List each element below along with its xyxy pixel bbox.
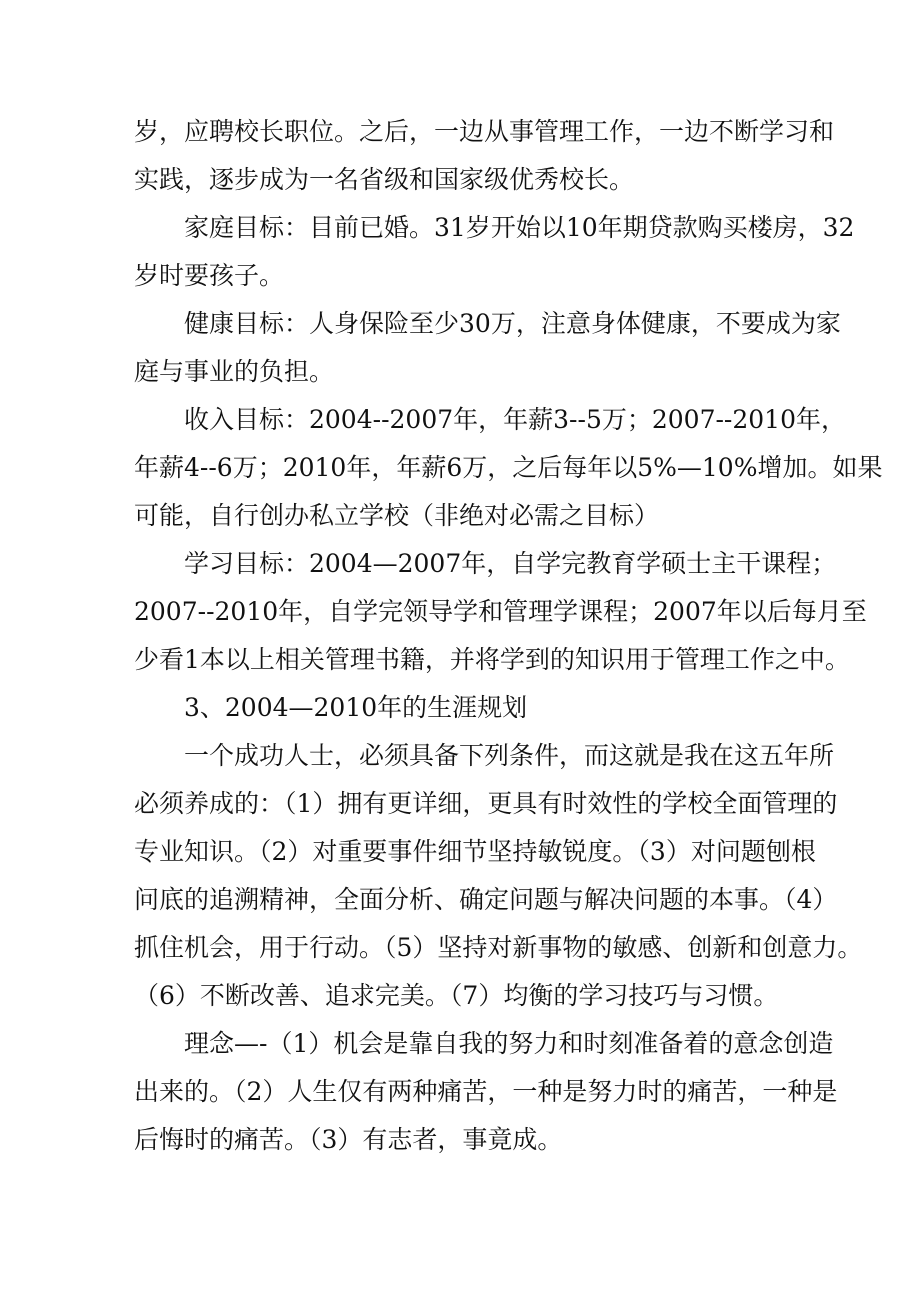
paragraph-philosophy: 理念—-（1）机会是靠自我的努力和时刻准备着的意念创造 — [184, 1029, 834, 1058]
text-line: 专业知识。（2）对重要事件细节坚持敏锐度。（3）对问题刨根 — [134, 837, 816, 866]
text-line: 少看1本以上相关管理书籍，并将学到的知识用于管理工作之中。 — [134, 645, 850, 674]
paragraph-family-goal: 家庭目标：目前已婚。31岁开始以10年期贷款购买楼房，32 — [184, 213, 855, 242]
paragraph-success-conditions: 一个成功人士，必须具备下列条件，而这就是我在这五年所 — [184, 741, 835, 770]
paragraph-health-goal: 健康目标：人身保险至少30万，注意身体健康，不要成为家 — [184, 309, 841, 338]
text-line: 年薪4--6万；2010年，年薪6万，之后每年以5%—10%增加。如果 — [134, 453, 883, 482]
text-line: 2007--2010年，自学完领导学和管理学课程；2007年以后每月至 — [134, 597, 867, 626]
paragraph-income-goal: 收入目标：2004--2007年，年薪3--5万；2007--2010年， — [184, 405, 846, 434]
text-line: （6）不断改善、追求完美。（7）均衡的学习技巧与习惯。 — [134, 981, 779, 1010]
text-line: 必须养成的：（1）拥有更详细，更具有时效性的学校全面管理的 — [134, 789, 838, 818]
text-line: 岁，应聘校长职位。之后，一边从事管理工作，一边不断学习和 — [134, 117, 835, 146]
text-line: 问底的追溯精神，全面分析、确定问题与解决问题的本事。（4） — [134, 885, 838, 914]
text-line: 抓住机会，用于行动。（5）坚持对新事物的敏感、创新和创意力。 — [134, 933, 863, 962]
text-line: 庭与事业的负担。 — [134, 357, 335, 386]
text-line: 实践，逐步成为一名省级和国家级优秀校长。 — [134, 165, 635, 194]
text-line: 岁时要孩子。 — [134, 261, 285, 290]
text-line: 出来的。（2）人生仅有两种痛苦，一种是努力时的痛苦，一种是 — [134, 1077, 838, 1106]
paragraph-study-goal: 学习目标：2004—2007年，自学完教育学硕士主干课程； — [184, 549, 837, 578]
text-line: 可能，自行创办私立学校（非绝对必需之目标） — [134, 501, 660, 530]
text-line: 后悔时的痛苦。（3）有志者，事竟成。 — [134, 1125, 563, 1154]
section-heading: 3、2004—2010年的生涯规划 — [184, 693, 528, 722]
